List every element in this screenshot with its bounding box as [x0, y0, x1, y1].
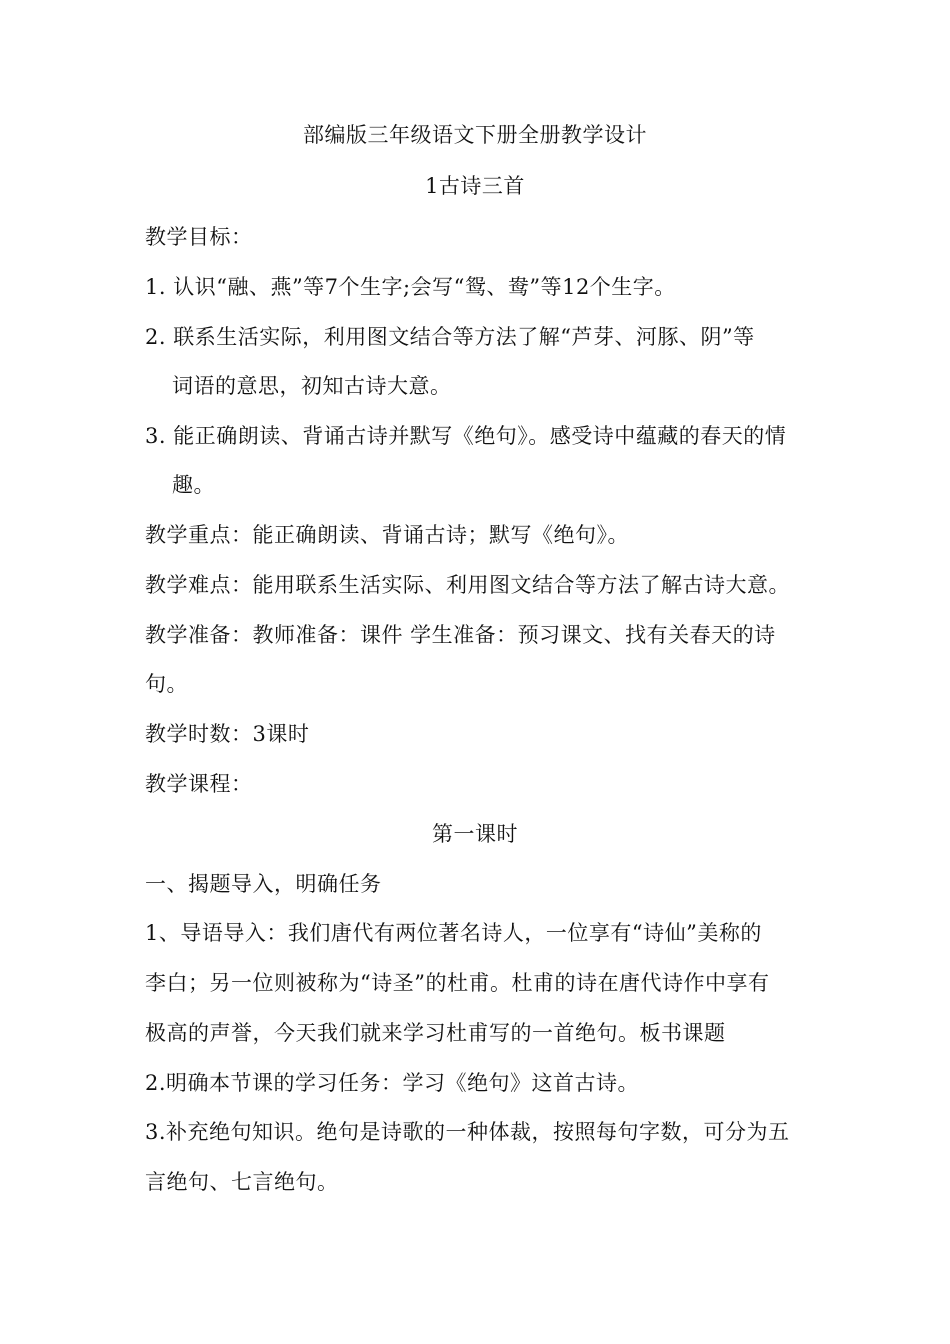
step-2: 2.明确本节课的学习任务：学习《绝句》这首古诗。 — [145, 1071, 640, 1095]
step-1-line-2: 李白；另一位则被称为“诗圣”的杜甫。杜甫的诗在唐代诗作中享有 — [145, 971, 770, 995]
key-points: 教学重点：能正确朗读、背诵古诗；默写《绝句》。 — [145, 523, 629, 547]
step-1-line-1: 1、导语导入：我们唐代有两位著名诗人，一位享有“诗仙”美称的 — [145, 921, 762, 945]
objective-2-line-1: 2. 联系生活实际，利用图文结合等方法了解“芦芽、河豚、阴”等 — [145, 325, 755, 349]
document-title: 部编版三年级语文下册全册教学设计 — [303, 123, 647, 147]
teaching-hours: 教学时数：3课时 — [145, 722, 310, 746]
objectives-heading: 教学目标： — [145, 225, 253, 249]
step-3-line-2: 言绝句、七言绝句。 — [145, 1170, 339, 1194]
objective-2-line-2: 词语的意思，初知古诗大意。 — [172, 374, 452, 398]
process-heading: 教学课程： — [145, 772, 253, 796]
objective-3-line-2: 趣。 — [172, 473, 215, 497]
objective-1: 1. 认识“融、燕”等7个生字;会写“鸳、鸯”等12个生字。 — [145, 275, 676, 299]
lesson-title: 1古诗三首 — [425, 174, 525, 198]
step-3-line-1: 3.补充绝句知识。绝句是诗歌的一种体裁，按照每句字数，可分为五 — [145, 1120, 790, 1144]
preparation-line-2: 句。 — [145, 672, 188, 696]
difficulties: 教学难点：能用联系生活实际、利用图文结合等方法了解古诗大意。 — [145, 573, 790, 597]
step-1-line-3: 极高的声誉，今天我们就来学习杜甫写的一首绝句。板书课题 — [145, 1021, 726, 1045]
preparation-line-1: 教学准备：教师准备：课件 学生准备：预习课文、找有关春天的诗 — [145, 623, 776, 647]
objective-3-line-1: 3. 能正确朗读、背诵古诗并默写《绝句》。感受诗中蕴藏的春天的情 — [145, 424, 787, 448]
section-1-heading: 一、揭题导入，明确任务 — [145, 872, 382, 896]
period-title: 第一课时 — [432, 822, 518, 846]
